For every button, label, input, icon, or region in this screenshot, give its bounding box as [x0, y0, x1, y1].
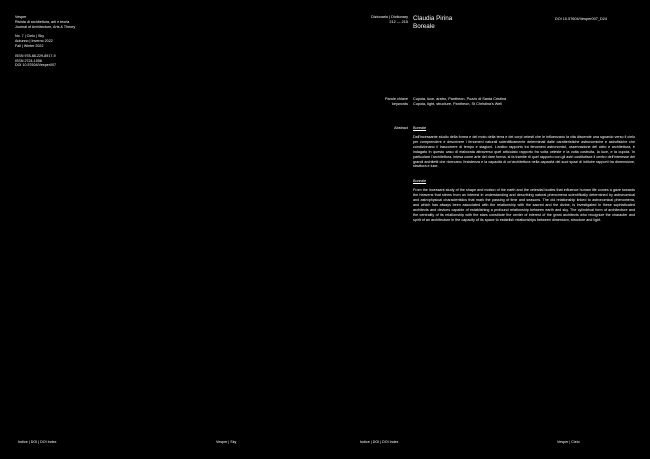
article-title: Boreale [413, 22, 435, 30]
issn-print: ISSN 978-88-229-8917-9 [15, 53, 56, 58]
keywords-values [413, 97, 613, 107]
journal-info [15, 15, 125, 68]
section-label-block [330, 15, 408, 25]
issue-number: No. 7 | Cielo | Sky [15, 34, 45, 39]
author-name: Claudia Pirina [413, 15, 453, 22]
article-doi[interactable]: DOI 10.57604/Vesper007_D24 [555, 17, 607, 21]
section-label: Dizionario | Dictionary [371, 15, 408, 19]
journal-doi: DOI 10.57604/Vesper007 [15, 63, 56, 68]
footer-right-title: Vesper | Cielo [557, 440, 580, 444]
footer-right-index[interactable]: Indice | DOI | DOI Index [360, 440, 399, 444]
abstract-text-en: From the incessant study of the shape and motion of the earth and the celestial bodies that influence human life comes a gaze towards the heavens that stems from an interest in understanding and describing natural phenomena scientifically determined by astronomical and astrophysical characteristics that mark the passing of time and seasons. The old relationship linked to astronomical phenomena, and which has always been associated with the relationship with the sacred and the divine, is investigated in these sophisticated architects and devices capable of establishing a profound relationship between earth and sky. The cylindrical form of architecture and the centrality of its relationship with the stars constitute the center of interest of the great architects who recognize the character and spirit of an architecture in the capacity of its space to establish relationships between dimension, structure and light. [413, 188, 635, 222]
article-heading [413, 15, 533, 30]
keywords-it: Cupola, luce, aratro, Pantheon, Pozzo di Santa Cristina [413, 97, 507, 101]
keywords-en: Cupola, light, structure, Pantheon, St Christina's Well [413, 102, 503, 106]
section-pages: 212 — 215 [389, 20, 408, 24]
abstract-heading-it: Boreale [413, 126, 427, 130]
keywords-label-en: keywords [391, 102, 408, 106]
keywords-label-it: Parole chiave [384, 97, 408, 101]
journal-subtitle-en: Journal of Architecture, Arts & Theory [15, 24, 76, 29]
journal-subtitle-it: Rivista di architettura, arti e teoria [15, 19, 70, 24]
abstract-heading-en: Boreale [413, 179, 427, 184]
journal-name: Vesper [15, 15, 27, 19]
footer-left-title: Vesper | Sky [216, 440, 237, 444]
issn-online: ISSN 2724-1556 [15, 58, 42, 63]
abstract-text-it: Dall'incessante studio della forma e del moto della terra e dei corpi celesti che le influenzano la vita discende una sguardo verso il cielo per comprendere e descrivere i fenomeni naturali scientificamente determinati dalle caratteristiche astronomiche e astrofisiche che condizionano il trascorrere di tempo e stagioni. L'antico rapporto tra fenomeni astronomici, osservazione del cielo e architettura, è indagato in questo caso di elaborata attraverso quel articolato rapporto fra volta celeste e la volta costruita, la luce, e la cupola. In particolare l'architettura, intesa come arte del dare forma, si fa tramite di quel rapporto con gli astri costitutisce il centro dell'interesse dei grandi architetti che ricercano l'esistenza e la capacità di un'architettura nella capacità dei suoi spazi di istituire rapporti tra dimensione, struttura e luce. [413, 135, 635, 169]
abstract-column [413, 126, 635, 223]
abstract-label: Abstract [394, 126, 408, 130]
season-en: Fall | Winter 2022 [15, 43, 44, 48]
footer-left-index[interactable]: Indice | DOI | DOI Index [18, 440, 57, 444]
season-it: Autunno | Inverno 2022 [15, 39, 53, 44]
keywords-label-block [330, 97, 408, 107]
